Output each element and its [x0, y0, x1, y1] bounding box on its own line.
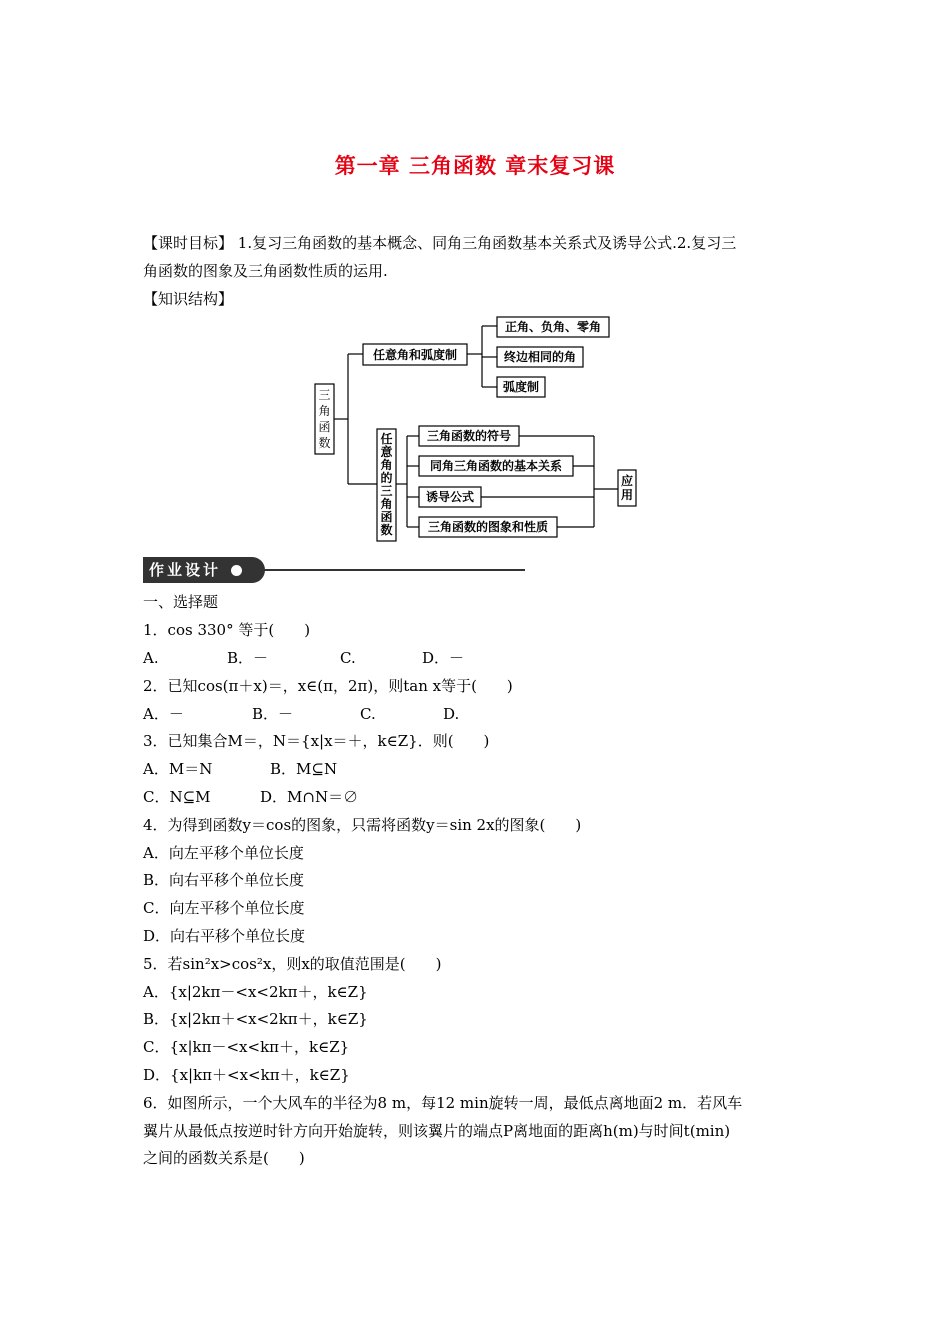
question-options: [143, 704, 459, 724]
question-stem: 3．已知集合M＝，N＝{x|x＝＋，k∈Z}．则( ): [143, 732, 490, 750]
b1-item-3: 弧度制: [502, 380, 540, 394]
option: B．向右平移个单位长度: [143, 871, 305, 889]
option: D．向右平移个单位长度: [143, 927, 306, 945]
option: C．N⊆M: [143, 788, 211, 806]
branch2-char: 三: [380, 484, 393, 498]
branch2-char: 任: [380, 432, 393, 446]
option: A．－: [143, 705, 184, 723]
branch2-char: 角: [380, 497, 393, 511]
dot-icon: [231, 565, 242, 576]
question-stem: 之间的函数关系是( ): [143, 1149, 305, 1167]
root-char: 三: [318, 388, 331, 402]
option: D．{x|kπ＋<x<kπ＋，k∈Z}: [143, 1066, 350, 1084]
homework-label: [143, 557, 265, 583]
root-char: 函: [318, 420, 331, 434]
question-stem: 4．为得到函数y＝cos的图象，只需将函数y＝sin 2x的图象( ): [143, 816, 582, 834]
goals-line-2: 角函数的图象及三角函数性质的运用.: [143, 262, 388, 280]
option: C．向左平移个单位长度: [143, 899, 305, 917]
question-stem: 5．若sin²x>cos²x，则x的取值范围是( ): [143, 955, 442, 973]
homework-rule: [263, 569, 525, 571]
branch2-char: 数: [380, 523, 393, 537]
knowledge-structure-diagram: [0, 0, 950, 560]
branch2-char: 函: [380, 510, 393, 524]
option: D．－: [422, 649, 465, 667]
b2-item-3: 诱导公式: [425, 490, 475, 504]
b2-item-2: 同角三角函数的基本关系: [429, 459, 563, 473]
option: B．{x|2kπ＋<x<2kπ＋，k∈Z}: [143, 1010, 368, 1028]
goals-text-1: 1.复习三角函数的基本概念、同角三角函数基本关系式及诱导公式.2.复习三: [237, 234, 737, 252]
b1-item-1: 正角、负角、零角: [504, 320, 602, 334]
section-title: 一、选择题: [143, 593, 219, 611]
apply-char: 用: [620, 488, 634, 502]
branch2-char: 角: [380, 458, 393, 472]
question-options: [143, 787, 358, 807]
option: A．M＝N: [143, 760, 213, 778]
question-options: [143, 759, 337, 779]
option: A．{x|2kπ－<x<2kπ＋，k∈Z}: [143, 983, 368, 1001]
question-stem: 6．如图所示，一个大风车的半径为8 m，每12 min旋转一周，最低点离地面2 m．若风车: [143, 1094, 743, 1112]
option: B．－: [227, 649, 269, 667]
branch2-char: 意: [380, 445, 393, 459]
question-stem: 翼片从最低点按逆时针方向开始旋转，则该翼片的端点P离地面的距离h(m)与时间t(min): [143, 1122, 731, 1140]
b2-item-1: 三角函数的符号: [426, 429, 512, 443]
option: A．向左平移个单位长度: [143, 844, 304, 862]
question-stem: 1．cos 330° 等于( ): [143, 621, 311, 639]
option: A.: [143, 649, 159, 667]
branch1-label: 任意角和弧度制: [372, 348, 458, 362]
option: C.: [340, 649, 356, 667]
structure-label: 【知识结构】: [143, 290, 234, 308]
option: B．－: [252, 705, 294, 723]
option: D．M∩N＝∅: [260, 788, 359, 806]
page-title: 第一章 三角函数 章末复习课: [334, 154, 616, 178]
root-char: 数: [318, 436, 331, 450]
goals-label: 【课时目标】: [143, 234, 234, 252]
b2-item-4: 三角函数的图象和性质: [427, 520, 549, 534]
option: C.: [360, 705, 376, 723]
branch2-char: 的: [380, 471, 393, 485]
option: C．{x|kπ－<x<kπ＋，k∈Z}: [143, 1038, 350, 1056]
apply-char: 应: [620, 474, 634, 488]
homework-label-text: 作业设计: [149, 561, 222, 579]
option: D.: [443, 705, 460, 723]
b1-item-2: 终边相同的角: [503, 350, 577, 364]
root-char: 角: [318, 404, 331, 418]
option: B．M⊆N: [270, 760, 338, 778]
question-stem: 2．已知cos(π＋x)＝，x∈(π，2π)，则tan x等于( ): [143, 677, 513, 695]
question-options: [143, 648, 464, 668]
